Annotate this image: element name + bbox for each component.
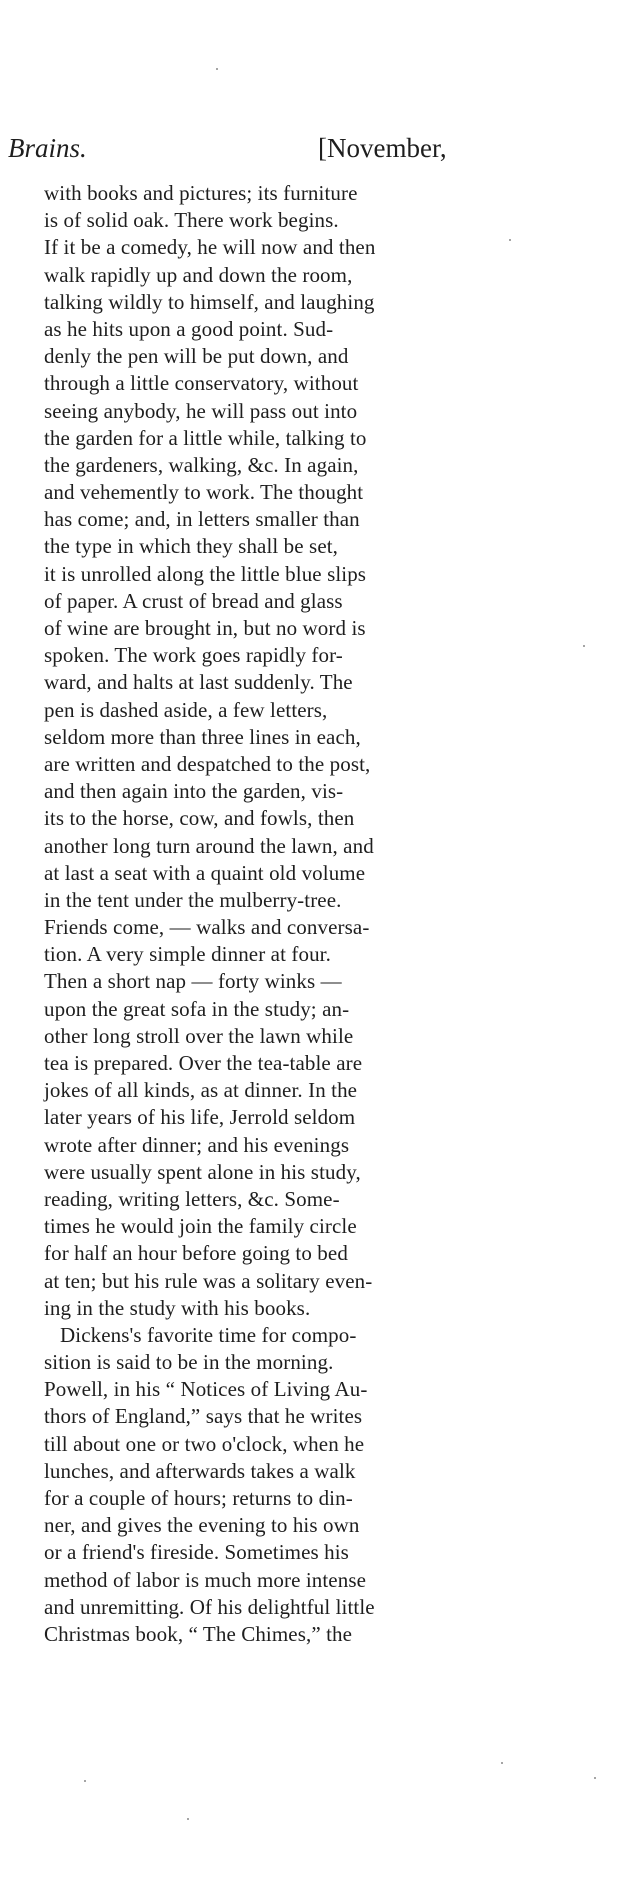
text-line: sition is said to be in the morning. <box>44 1350 334 1375</box>
text-line: denly the pen will be put down, and <box>44 344 349 369</box>
text-line: ner, and gives the evening to his own <box>44 1513 360 1538</box>
text-line: for a couple of hours; returns to din- <box>44 1486 353 1510</box>
text-line: Then a short nap — forty winks — <box>44 969 342 994</box>
text-line: Powell, in his “ Notices of Living Au- <box>44 1377 368 1402</box>
text-line: of paper. A crust of bread and glass <box>44 588 343 613</box>
scan-speck <box>594 1777 596 1779</box>
text-line: If it be a comedy, he will now and then <box>44 235 376 260</box>
text-line: as he hits upon a good point. Sud- <box>44 316 334 341</box>
text-line: ing in the study with his books. <box>44 1295 311 1320</box>
scan-speck <box>583 645 585 647</box>
text-line: times he would join the family circle <box>44 1214 357 1239</box>
text-line: another long turn around the lawn, and <box>44 833 374 858</box>
text-line: upon the great sofa in the study; an- <box>44 996 350 1021</box>
text-line: tea is prepared. Over the tea-table are <box>44 1051 363 1075</box>
scan-speck <box>84 1780 86 1782</box>
text-line: jokes of all kinds, as at dinner. In the <box>44 1078 358 1103</box>
text-line: seldom more than three lines in each, <box>44 724 361 749</box>
text-line: seeing anybody, he will pass out into <box>44 398 358 423</box>
text-line: with books and pictures; its furniture <box>44 181 358 205</box>
text-line: and unremitting. Of his delightful little <box>44 1594 375 1619</box>
text-line: till about one or two o'clock, when he <box>44 1431 365 1456</box>
text-line: is of solid oak. There work begins. <box>44 208 339 233</box>
text-line: for half an hour before going to bed <box>44 1241 348 1266</box>
text-line: thors of England,” says that he writes <box>44 1404 363 1429</box>
text-line: it is unrolled along the little blue slips <box>44 561 367 586</box>
running-header <box>0 128 634 168</box>
text-line: later years of his life, Jerrold seldom <box>44 1105 356 1130</box>
scan-speck <box>216 68 218 70</box>
text-line: Friends come, — walks and conversa- <box>44 915 370 940</box>
text-line: walk rapidly up and down the room, <box>44 262 353 287</box>
scan-speck <box>501 1762 503 1764</box>
scan-speck <box>509 239 511 241</box>
header-month: [November, <box>318 133 447 163</box>
text-line: through a little conservatory, without <box>44 371 359 396</box>
text-line: the garden for a little while, talking to <box>44 425 367 450</box>
text-line: of wine are brought in, but no word is <box>44 616 366 640</box>
text-line: has come; and, in letters smaller than <box>44 507 360 532</box>
text-line: are written and despatched to the post, <box>44 751 371 776</box>
text-line: reading, writing letters, &c. Some- <box>44 1186 340 1211</box>
text-line: in the tent under the mulberry-tree. <box>44 887 342 912</box>
text-line: Christmas book, “ The Chimes,” the <box>44 1621 353 1646</box>
text-line: talking wildly to himself, and laughing <box>44 289 375 314</box>
text-line: tion. A very simple dinner at four. <box>44 942 331 967</box>
scan-speck <box>187 1818 189 1820</box>
text-line: and vehemently to work. The thought <box>44 480 364 505</box>
text-line: wrote after dinner; and his evenings <box>44 1132 350 1157</box>
text-line: were usually spent alone in his study, <box>44 1159 361 1184</box>
body-text <box>44 180 472 1648</box>
text-line: at ten; but his rule was a solitary even- <box>44 1268 373 1293</box>
text-line: and then again into the garden, vis- <box>44 779 344 804</box>
text-line: the gardeners, walking, &c. In again, <box>44 452 359 477</box>
text-line: the type in which they shall be set, <box>44 534 339 559</box>
text-line: its to the horse, cow, and fowls, then <box>44 806 355 831</box>
text-line: method of labor is much more intense <box>44 1567 367 1592</box>
running-title: Brains. <box>8 133 87 163</box>
text-line: ward, and halts at last suddenly. The <box>44 670 353 695</box>
text-line: at last a seat with a quaint old volume <box>44 860 366 885</box>
text-line: lunches, and afterwards takes a walk <box>44 1458 356 1483</box>
text-line: or a friend's fireside. Sometimes his <box>44 1540 349 1565</box>
text-line: Dickens's favorite time for compo- <box>60 1322 357 1347</box>
text-line: other long stroll over the lawn while <box>44 1023 354 1048</box>
text-line: spoken. The work goes rapidly for- <box>44 643 343 668</box>
text-line: pen is dashed aside, a few letters, <box>44 697 328 722</box>
